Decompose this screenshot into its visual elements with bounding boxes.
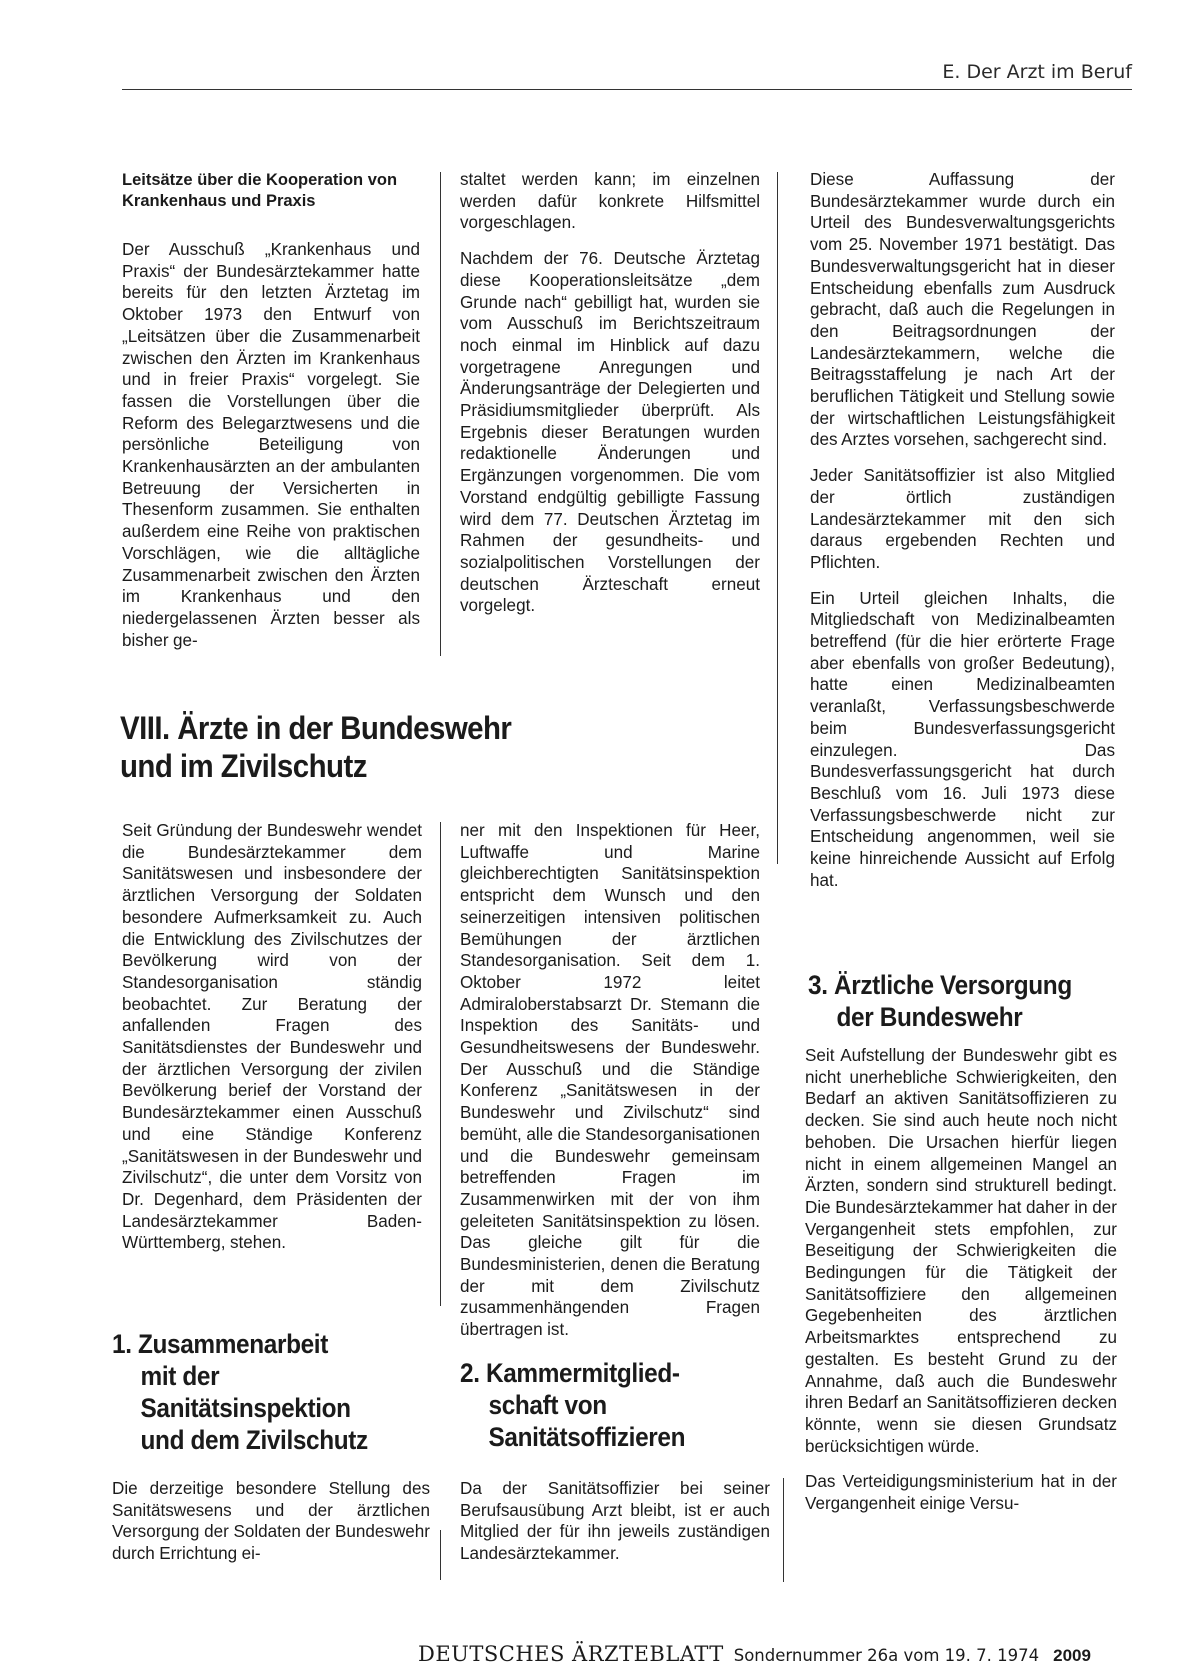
page-footer: [418, 1642, 1138, 1666]
chapter-title-line-1: VIII. Ärzte in der Bundeswehr: [120, 710, 512, 746]
column-divider: [777, 172, 778, 864]
page-number: 2009: [1053, 1646, 1091, 1665]
column-divider: [440, 1530, 441, 1580]
section-1-title-line: 1. Zusammenarbeit: [112, 1329, 328, 1359]
section-label: E. Der Arzt im Beruf: [942, 61, 1132, 83]
section-2-title-line: Sanitätsoffizieren: [488, 1422, 686, 1452]
section-1-title: [112, 1328, 368, 1456]
kooperation-paragraph: Nachdem der 76. Deutsche Ärztetag diese Kooperationsleitsätze „dem Grunde nach“ gebilligt hat, wurden sie vom Ausschuß im Berichtszeitraum noch einmal im Hinblick auf dazu vorgetragene Anregungen und Änderungsanträge der Delegierten und Präsidiumsmitglieder überprüft. Als Ergebnis dieser Beratungen wurden redaktionelle Änderungen und Ergänzungen vorgenommen. Die vom Vorstand endgültig gebilligte Fassung wird dem 77. Deutschen Ärztetag im Rahmen der gesundheits- und sozialpolitischen Vorstellungen der deutschen Ärzteschaft erneut vorgelegt.: [460, 249, 760, 616]
section-3-paragraph: Seit Aufstellung der Bundeswehr gibt es nicht unerhebliche Schwierigkeiten, den Bedarf an aktiven Sanitätsoffizieren zu decken. Sie sind auch heute noch nicht behoben. Die Ursachen hierfür liegen nicht in einem allgemeinen Mangel an Ärzten, sondern sind strukturell bedingt. Die Bundesärztekammer hat daher in der Vergangenheit stets empfohlen, zur Beseitigung der Schwierigkeiten die Bedingungen für die Tätigkeit der Sanitätsoffiziere den allgemeinen Gegebenheiten des ärztlichen Arbeitsmarktes entsprechend zu gestalten. Es besteht Grund zu der Annahme, daß auch die Bundeswehr ihren Bedarf an Sanitätsoffizieren decken könnte, wenn sie diesen Grundsatz berücksichtigen würde.: [805, 1046, 1117, 1456]
kooperation-paragraph: staltet werden kann; im einzelnen werden dafür konkrete Hilfsmittel vorgeschlagen.: [460, 170, 760, 233]
section-1-title-line: Sanitätsinspektion: [140, 1393, 351, 1423]
column-divider: [440, 822, 441, 1306]
column-divider: [783, 1478, 784, 1582]
section-1-title-line: und dem Zivilschutz: [140, 1425, 368, 1455]
section-3-title: [808, 969, 1072, 1033]
issue-info: Sondernummer 26a vom 19. 7. 1974: [733, 1646, 1040, 1665]
section-2-title-line: schaft von: [488, 1390, 607, 1420]
section-3-paragraph: Das Verteidigungsministerium hat in der Vergangenheit einige Versu-: [805, 1472, 1117, 1514]
kooperation-column-2: [460, 169, 760, 617]
chapter-intro-column-1: [122, 820, 422, 1254]
header-rule: [122, 89, 1132, 90]
section-3-body: [805, 1045, 1117, 1515]
chapter-paragraph: ner mit den Inspektionen für Heer, Luftwaffe und Marine gleichberechtigten Sanitätsinspektion entspricht dem Wunsch und den seinerzeitigen intensiven politischen Bemühungen der ärztlichen Standesorganisation. Seit dem 1. Oktober 1972 leitet Admiraloberstabsarzt Dr. Stemann die Inspektion des Sanitäts- und Gesundheitswesens der Bundeswehr. Der Ausschuß und die Ständige Konferenz „Sanitätswesen in der Bundeswehr und Zivilschutz“ sind bemüht, alle die Standesorganisationen und die Bundeswehr gemeinsam betreffenden Fragen im Zusammenwirken mit der von ihm geleiteten Sanitätsinspektion zu lösen. Das gleiche gilt für die Bundesministerien, denen die Beratung der mit dem Zivilschutz zusammenhängenden Fragen übertragen ist.: [460, 821, 760, 1340]
chapter-title-line-2: und im Zivilschutz: [120, 748, 367, 784]
section-2-paragraph: Da der Sanitätsoffizier bei seiner Berufsausübung Arzt bleibt, ist er auch Mitglied der für ihn jeweils zuständigen Landesärztekammer.: [460, 1479, 770, 1564]
section-1-body: [112, 1478, 430, 1565]
right-column-paragraph: Ein Urteil gleichen Inhalts, die Mitgliedschaft von Medizinalbeamten betreffend (für die hier erörterte Frage aber ebenfalls von großer Bedeutung), hatte einen Medizinalbeamten veranlaßt, Verfassungsbeschwerde beim Bundesverfassungsgericht einzulegen. Das Bundesverfassungsgericht hat durch Beschluß vom 16. Juli 1973 diese Verfassungsbeschwerde nicht zur Entscheidung angenommen, weil sie keine hinreichende Aussicht auf Erfolg hat.: [810, 588, 1115, 890]
section-3-title-line: 3. Ärztliche Versorgung: [808, 970, 1072, 1000]
section-1-title-line: mit der: [140, 1361, 220, 1391]
chapter-paragraph: Seit Gründung der Bundeswehr wendet die Bundesärztekammer dem Sanitätswesen und insbesondere der ärztlichen Versorgung der Soldaten besondere Aufmerksamkeit zu. Auch die Entwicklung des Zivilschutzes der Bevölkerung wird von der Standesorganisation ständig beobachtet. Zur Beratung der anfallenden Fragen des Sanitätsdienstes der Bundeswehr und der ärztlichen Versorgung der zivilen Bevölkerung berief der Vorstand der Bundesärztekammer einen Ausschuß und eine Ständige Konferenz „Sanitätswesen in der Bundeswehr und Zivilschutz“, die unter dem Vorsitz von Dr. Degenhard, dem Präsidenten der Landesärztekammer Baden-Württemberg, stehen.: [122, 821, 422, 1253]
section-2-title-line: 2. Kammermitglied-: [460, 1358, 680, 1388]
section-2-title: [460, 1357, 685, 1453]
right-column-paragraph: Diese Auffassung der Bundesärztekammer wurde durch ein Urteil des Bundesverwaltungsgerichts vom 25. November 1971 bestätigt. Das Bundesverwaltungsgericht hat in dieser Entscheidung ebenfalls zum Ausdruck gebracht, daß auch die Regelungen in den Beitragsordnungen der Landesärztekammern, welche die Beitragsstaffelung je nach Art der beruflichen Tätigkeit und Stellung sowie der wirtschaftlichen Leistungsfähigkeit des Arztes vorsehen, sachgerecht sind.: [810, 170, 1115, 450]
kooperation-column-1: [122, 239, 420, 651]
kooperation-paragraph: Der Ausschuß „Krankenhaus und Praxis“ der Bundesärztekammer hatte bereits für den letzten Ärztetag im Oktober 1973 den Entwurf von „Leitsätzen über die Zusammenarbeit zwischen den Ärzten im Krankenhaus und in freier Praxis“ vorgelegt. Sie fassen die Vorstellungen über die Reform des Belegarztwesens und die persönliche Beteiligung von Krankenhausärzten an der ambulanten Betreuung der Versicherten in Thesenform zusammen. Sie enthalten außerdem eine Reihe von praktischen Vorschlägen, wie die alltägliche Zusammenarbeit zwischen den Ärzten im Krankenhaus und den niedergelassenen Ärzten besser als bisher ge-: [122, 240, 420, 650]
right-column-paragraph: Jeder Sanitätsoffizier ist also Mitglied der örtlich zuständigen Landesärztekammer mit den sich daraus ergebenden Rechten und Pflichten.: [810, 466, 1115, 572]
section-3-title-line: der Bundeswehr: [836, 1002, 1023, 1032]
journal-masthead: DEUTSCHES ÄRZTEBLATT: [418, 1642, 724, 1666]
chapter-intro-column-2: [460, 820, 760, 1341]
chapter-title: [120, 709, 635, 785]
section-1-paragraph: Die derzeitige besondere Stellung des Sanitätswesens und der ärztlichen Versorgung der Soldaten der Bundeswehr durch Errichtung ei-: [112, 1479, 430, 1564]
kooperation-heading: Leitsätze über die Kooperation von Krankenhaus und Praxis: [122, 171, 398, 210]
column-divider: [440, 172, 441, 656]
section-2-body: [460, 1478, 770, 1565]
right-column: [810, 169, 1115, 892]
